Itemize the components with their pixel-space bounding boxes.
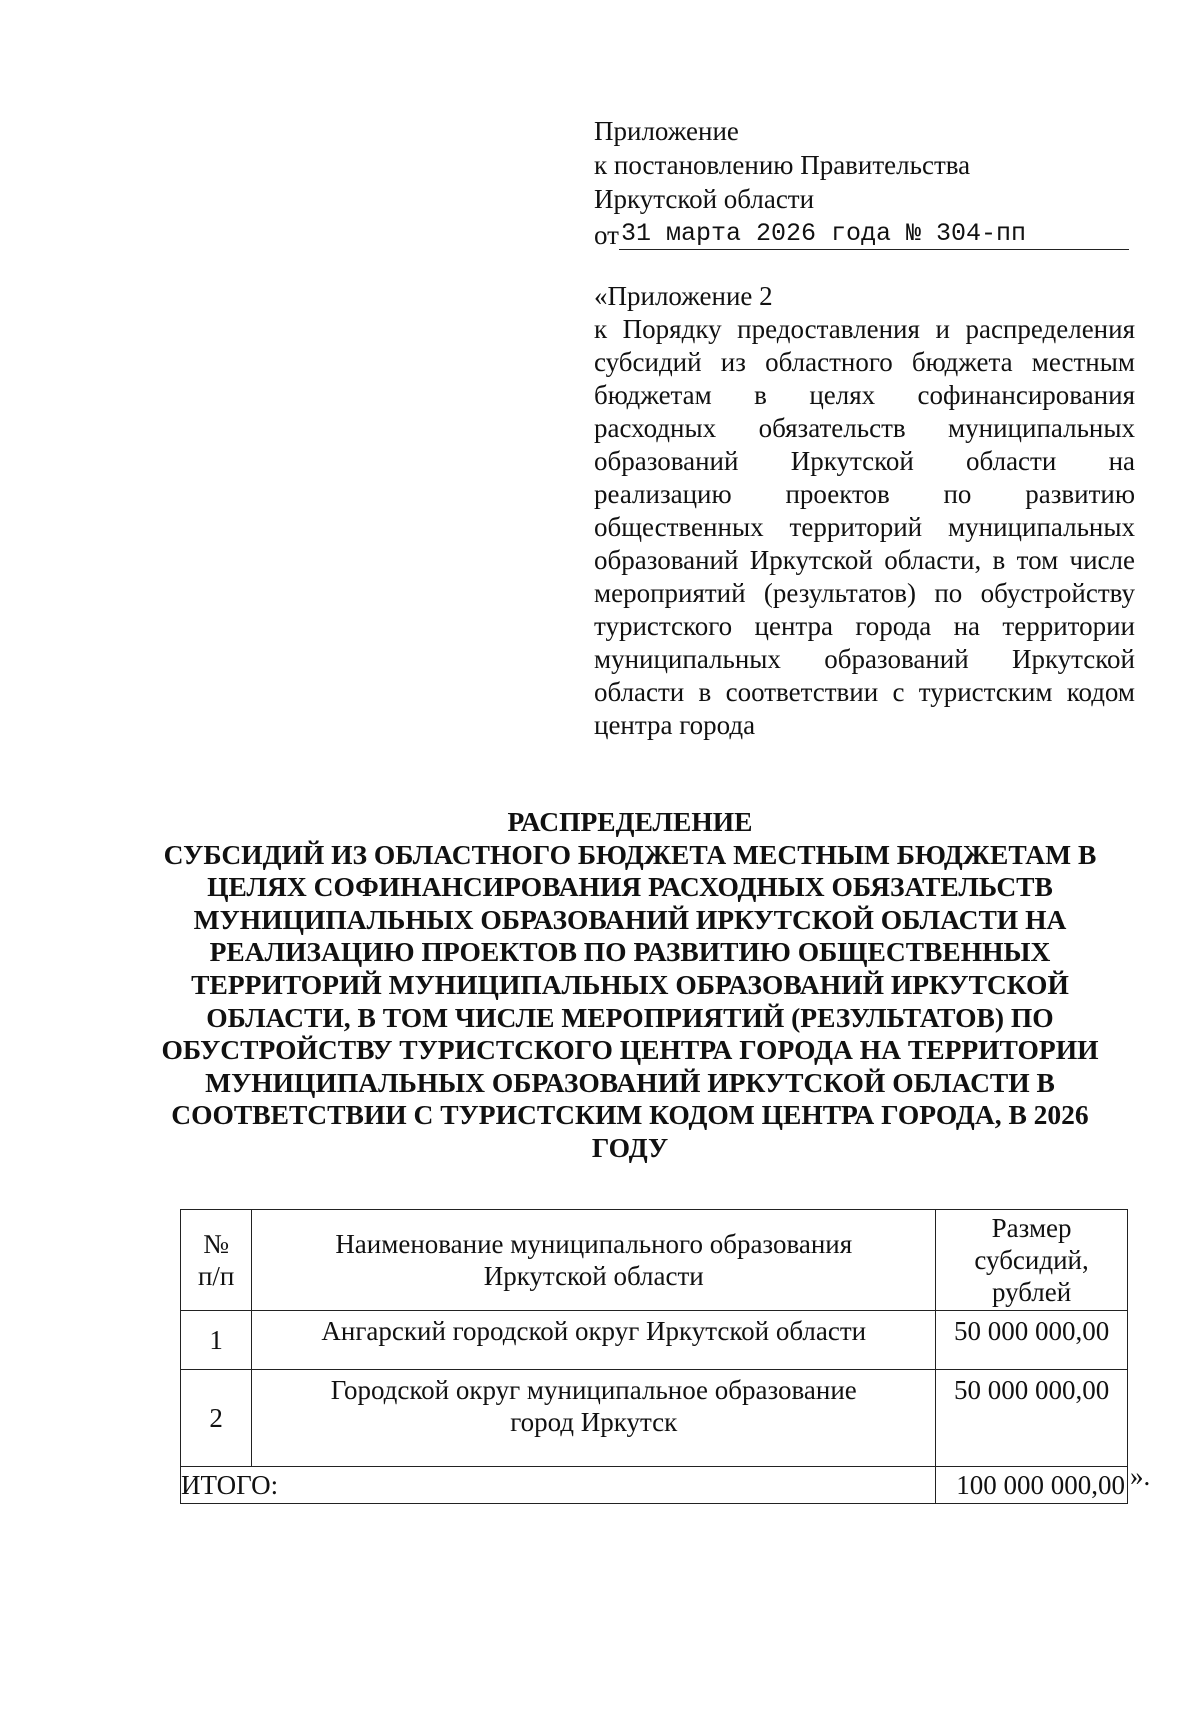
header-num — [181, 1210, 252, 1311]
row-name — [252, 1311, 936, 1370]
row-name — [252, 1370, 936, 1467]
table-row — [181, 1370, 1128, 1467]
header-name-line-1: Наименование муниципального образования — [335, 1229, 853, 1259]
header-sum-line-1: Размер — [991, 1213, 1072, 1243]
row-name-line-1: Ангарский городской округ Иркутской области — [321, 1316, 867, 1346]
total-label: ИТОГО: — [181, 1467, 936, 1504]
header-num-line-2: п/п — [197, 1261, 235, 1291]
title-line-2: СУБСИДИЙ ИЗ ОБЛАСТНОГО БЮДЖЕТА МЕСТНЫМ БЮДЖЕТАМ В ЦЕЛЯХ СОФИНАНСИРОВАНИЯ РАСХОДНЫХ ОБЯЗАТЕЛЬСТВ МУНИЦИПАЛЬНЫХ ОБРАЗОВАНИЙ ИРКУТСКОЙ ОБЛАСТИ НА РЕАЛИЗАЦИЮ ПРОЕКТОВ ПО РАЗВИТИЮ ОБЩЕСТВЕННЫХ ТЕРРИТОРИЙ МУНИЦИПАЛЬНЫХ ОБРАЗОВАНИЙ ИРКУТСКОЙ ОБЛАСТИ, В ТОМ ЧИСЛЕ МЕРОПРИЯТИЙ (РЕЗУЛЬТАТОВ) ПО ОБУСТРОЙСТВУ ТУРИСТСКОГО ЦЕНТРА ГОРОДА НА ТЕРРИТОРИИ МУНИЦИПАЛЬНЫХ ОБРАЗОВАНИЙ ИРКУТСКОЙ ОБЛАСТИ В СООТВЕТСТВИИ С ТУРИСТСКИМ КОДОМ ЦЕНТРА ГОРОДА, В 2026 ГОДУ — [161, 838, 1099, 1163]
row-sum: 50 000 000,00 — [936, 1311, 1128, 1370]
appendix-heading: «Приложение 2 — [594, 281, 773, 311]
table-row — [181, 1311, 1128, 1370]
approval-block — [594, 114, 1134, 252]
total-sum: 100 000 000,00 — [936, 1467, 1128, 1504]
document-title — [150, 806, 1110, 1165]
approval-date-value: 31 марта 2026 года № 304-пп — [619, 219, 1129, 250]
header-sum — [936, 1210, 1128, 1311]
row-sum: 50 000 000,00 — [936, 1370, 1128, 1467]
approval-date-row — [594, 216, 1134, 252]
table-header-row — [181, 1210, 1128, 1311]
title-line-1: РАСПРЕДЕЛЕНИЕ — [507, 806, 753, 837]
header-sum-line-2: субсидий, — [974, 1245, 1089, 1275]
approval-line-3: Иркутской области — [594, 184, 815, 214]
approval-date-prefix: от — [594, 220, 619, 250]
row-name-line-1: Городской округ муниципальное образование — [330, 1375, 857, 1405]
table-total-row — [181, 1467, 1128, 1504]
header-name — [252, 1210, 936, 1311]
approval-line-1: Приложение — [594, 116, 739, 146]
row-num: 1 — [181, 1311, 252, 1370]
closing-quote: ». — [1130, 1461, 1151, 1491]
row-name-line-2: город Иркутск — [510, 1407, 678, 1437]
row-num: 2 — [181, 1370, 252, 1467]
header-name-line-2: Иркутской области — [483, 1261, 704, 1291]
appendix-block — [594, 280, 1135, 742]
appendix-body: к Порядку предоставления и распределения субсидий из областного бюджета местным бюджетам в целях софинансирования расходных обязательств муниципальных образований Иркутской области на реализацию проектов по развитию общественных территорий муниципальных образований Иркутской области, в том числе мероприятий (результатов) по обустройству туристского центра города на территории муниципальных образований Иркутской области в соответствии с туристским кодом центра города — [594, 314, 1135, 740]
header-sum-line-3: рублей — [991, 1277, 1072, 1307]
header-num-line-1: № — [203, 1229, 230, 1259]
distribution-table — [180, 1209, 1128, 1504]
approval-line-2: к постановлению Правительства — [594, 150, 971, 180]
